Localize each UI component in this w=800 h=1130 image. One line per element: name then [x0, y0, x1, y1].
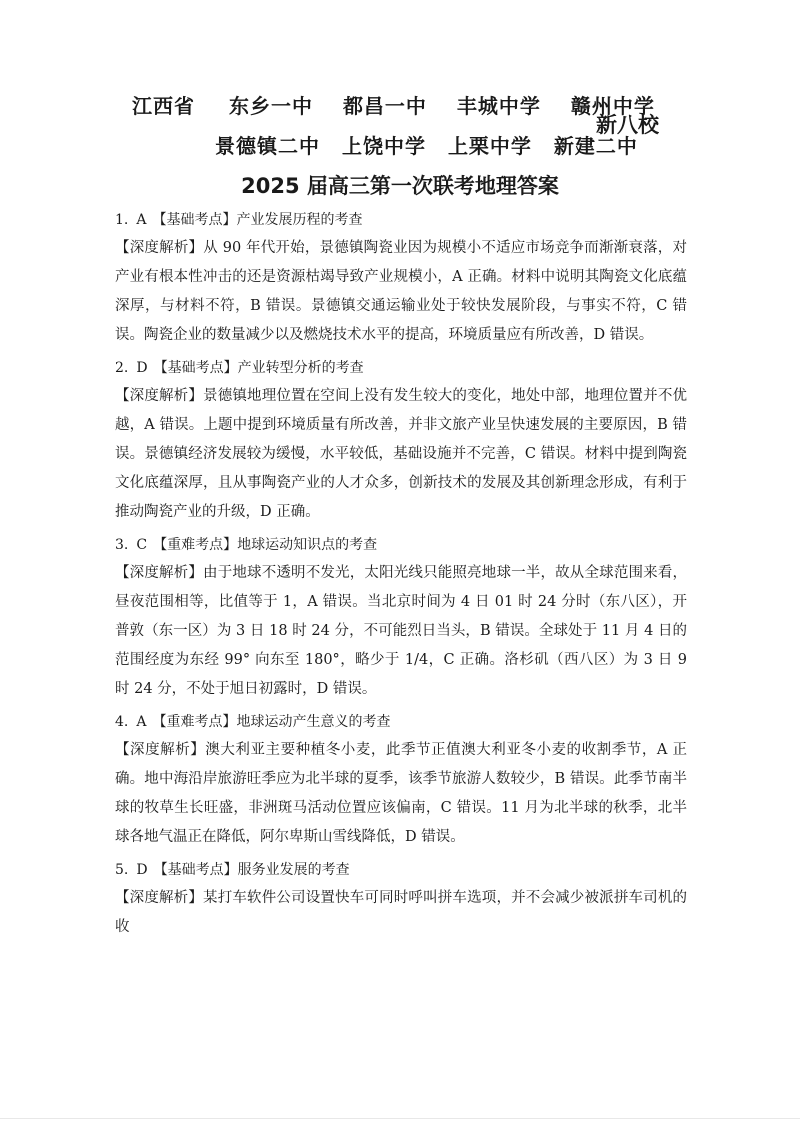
question-number: 4.	[115, 714, 129, 730]
school-name: 都昌一中	[342, 94, 427, 118]
question-header	[115, 354, 687, 382]
question-item	[115, 708, 687, 852]
question-tag: 【基础考点】产业发展历程的考查	[152, 212, 363, 228]
question-analysis: 【深度解析】澳大利亚主要种植冬小麦，此季节正值澳大利亚冬小麦的收割季节，A 正确。地中海沿岸旅游旺季应为北半球的夏季，该季节旅游人数较少，B 错误。此季节南半球的牧草生长旺盛，非洲斑马活动位置应该偏南，C 错误。11 月为北半球的秋季，北半球各地气温正在降低，阿尔卑斯山雪线降低，D 错误。	[115, 742, 687, 845]
question-answer: D	[136, 862, 148, 878]
question-tag: 【基础考点】服务业发展的考查	[153, 862, 350, 878]
question-item	[115, 206, 687, 350]
question-answer: D	[136, 360, 148, 376]
alliance-name: 新八校	[596, 113, 659, 137]
question-item	[115, 531, 687, 704]
question-header	[115, 206, 687, 234]
school-name: 丰城中学	[456, 94, 541, 118]
school-name: 上栗中学	[447, 134, 532, 158]
school-name: 景德镇二中	[215, 134, 320, 158]
question-analysis: 【深度解析】从 90 年代开始，景德镇陶瓷业因为规模小不适应市场竞争而渐渐衰落，对产业有根本性冲击的还是资源枯竭导致产业规模小，A 正确。材料中说明其陶瓷文化底蕴深厚，与材料不符，B 错误。景德镇交通运输业处于较快发展阶段，与事实不符，C 错误。陶瓷企业的数量减少以及燃烧技术水平的提高，环境质量应有所改善，D 错误。	[115, 240, 687, 343]
question-analysis: 【深度解析】某打车软件公司设置快车可同时呼叫拼车选项，并不会减少被派拼车司机的收	[115, 890, 687, 935]
school-name: 赣州中学	[570, 94, 655, 118]
school-name: 东乡一中	[228, 94, 313, 118]
question-answer: A	[136, 714, 147, 730]
question-number: 5.	[115, 862, 129, 878]
question-analysis: 【深度解析】由于地球不透明不发光，太阳光线只能照亮地球一半，故从全球范围来看，昼夜范围相等，比值等于 1，A 错误。当北京时间为 4 日 01 时 24 分时（东八区），开普敦（东一区）为 3 日 18 时 24 分，不可能烈日当头，B 错误。全球处于 11 月 4 日的范围经度为东经 99° 向东至 180°，略少于 1/4，C 正确。洛杉矶（西八区）为 3 日 9 时 24 分，不处于旭日初露时，D 错误。	[115, 565, 687, 697]
question-item	[115, 354, 687, 527]
question-header	[115, 708, 687, 736]
question-number: 3.	[115, 537, 129, 553]
question-item	[115, 856, 687, 942]
question-tag: 【重难考点】地球运动知识点的考查	[153, 537, 378, 553]
question-number: 2.	[115, 360, 129, 376]
question-answer: C	[136, 537, 148, 553]
page-bottom-edge	[0, 1118, 800, 1119]
answer-list	[115, 204, 687, 946]
question-answer: A	[136, 212, 147, 228]
question-header	[115, 531, 687, 559]
question-tag: 【重难考点】地球运动产生意义的考查	[152, 714, 391, 730]
question-header	[115, 856, 687, 884]
question-analysis: 【深度解析】景德镇地理位置在空间上没有发生较大的变化，地处中部，地理位置并不优越，A 错误。上题中提到环境质量有所改善，并非文旅产业呈快速发展的主要原因，B 错误。景德镇经济发展较为缓慢，水平较低，基础设施并不完善，C 错误。材料中提到陶瓷文化底蕴深厚，且从事陶瓷产业的人才众多，创新技术的发展及其创新理念形成，有利于推动陶瓷产业的升级，D 正确。	[115, 388, 687, 520]
question-tag: 【基础考点】产业转型分析的考查	[153, 360, 364, 376]
school-name: 上饶中学	[341, 134, 426, 158]
document-header	[0, 0, 800, 200]
school-list-row-2	[215, 130, 652, 159]
province-name: 江西省	[132, 94, 195, 118]
question-number: 1.	[115, 212, 129, 228]
page-title: 2025 届高三第一次联考地理答案	[241, 174, 559, 198]
school-name: 新建二中	[553, 134, 638, 158]
